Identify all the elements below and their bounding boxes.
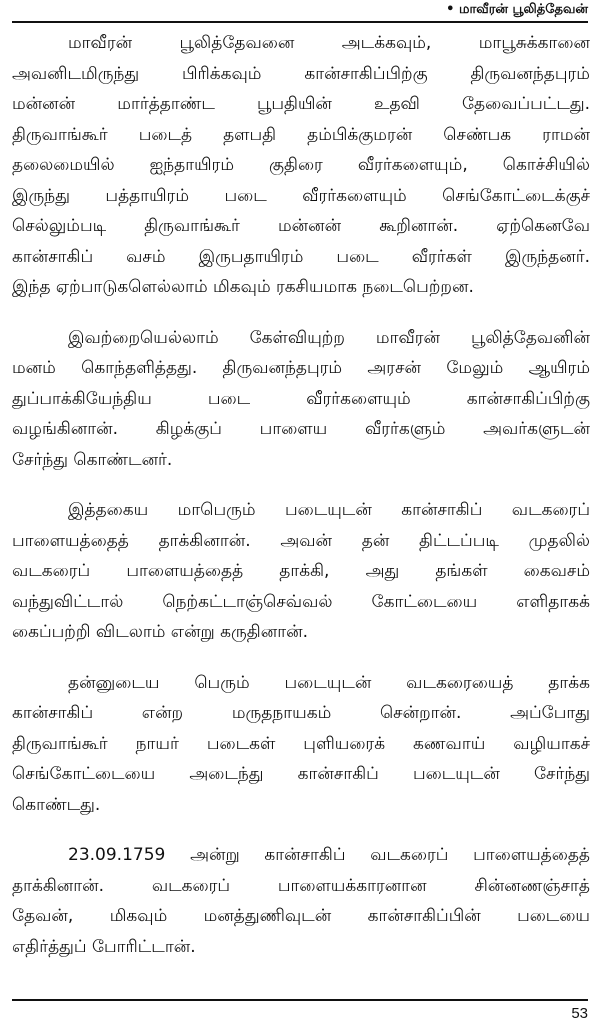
paragraph-4 — [12, 668, 590, 821]
text-line: கான்சாகிப் வசம் இருபதாயிரம் படை வீரர்கள் இருந்தனர். — [12, 246, 590, 267]
page-number: 53 — [571, 1005, 588, 1022]
text-line: பாளையத்தைத் தாக்கினான். அவன் தன் திட்டப்படி முதலில் — [12, 530, 590, 551]
text-line: இத்தகைய மாபெரும் படையுடன் கான்சாகிப் வடகரைப் — [68, 500, 590, 520]
text-line: அவனிடமிருந்து பிரிக்கவும் கான்சாகிப்பிற்கு திருவனந்தபுரம் — [12, 63, 590, 84]
text-line: மன்னன் மார்த்தாண்ட பூபதியின் உதவி தேவைப்பட்டது. — [12, 94, 590, 114]
text-line: இந்த ஏற்பாடுகளெல்லாம் மிகவும் ரகசியமாக நடைபெற்றன. — [12, 277, 474, 297]
body-text — [12, 28, 590, 982]
text-line: திருவாங்கூர் படைத் தளபதி தம்பிக்குமரன் செண்பக ராமன் — [12, 124, 590, 145]
text-line: மாவீரன் பூலித்தேவனை அடக்கவும், மாபூசுக்கானை — [68, 33, 590, 53]
text-line: கைப்பற்றி விடலாம் என்று கருதினான். — [12, 622, 308, 642]
text-line: கான்சாகிப் என்ற மருதநாயகம் சென்றான். அப்போது — [12, 703, 590, 723]
text-line: 23.09.1759 அன்று கான்சாகிப் வடகரைப் பாளையத்தைத் — [68, 845, 590, 865]
paragraph-1 — [12, 28, 590, 303]
text-line: வந்துவிட்டால் நெற்கட்டாஞ்செவ்வல் கோட்டையை எளிதாகக் — [12, 591, 590, 612]
header-rule — [12, 21, 588, 23]
text-line: துப்பாக்கியேந்திய படை வீரர்களையும் கான்சாகிப்பிற்கு — [12, 388, 590, 409]
paragraph-5 — [12, 840, 590, 962]
text-line: மனம் கொந்தளித்தது. திருவனந்தபுரம் அரசன் மேலும் ஆயிரம் — [12, 358, 590, 378]
text-line: தலைமையில் ஐந்தாயிரம் குதிரை வீரர்களையும், கொச்சியில் — [12, 155, 590, 175]
running-header: • மாவீரன் பூலித்தேவன் — [446, 2, 588, 17]
text-line: தாக்கினான். வடகரைப் பாளையக்காரனான சின்னணஞ்சாத் — [12, 875, 590, 896]
paragraph-3 — [12, 495, 590, 648]
text-line: இருந்து பத்தாயிரம் படை வீரர்களையும் செங்கோட்டைக்குச் — [12, 185, 590, 206]
text-line: கொண்டது. — [12, 794, 101, 815]
text-line: இவற்றையெல்லாம் கேள்வியுற்ற மாவீரன் பூலித்தேவனின் — [68, 327, 590, 348]
text-line: தன்னுடைய பெரும் படையுடன் வடகரையைத் தாக்க — [68, 672, 590, 693]
footer-rule — [12, 999, 588, 1001]
text-line: சேர்ந்து கொண்டனர். — [12, 449, 173, 470]
text-line: வடகரைப் பாளையத்தைத் தாக்கி, அது தங்கள் கைவசம் — [12, 561, 590, 581]
text-line: தேவன், மிகவும் மனத்துணிவுடன் கான்சாகிப்பின் படையை — [12, 906, 590, 926]
text-line: செங்கோட்டையை அடைந்து கான்சாகிப் படையுடன் சேர்ந்து — [12, 764, 590, 784]
text-line: திருவாங்கூர் நாயர் படைகள் புளியரைக் கணவாய் வழியாகச் — [12, 733, 590, 754]
text-line: எதிர்த்துப் போரிட்டான். — [12, 936, 196, 957]
text-line: வழங்கினான். கிழக்குப் பாளைய வீரர்களும் அவர்களுடன் — [12, 419, 590, 439]
paragraph-2 — [12, 323, 590, 476]
text-line: செல்லும்படி திருவாங்கூர் மன்னன் கூறினான். ஏற்கெனவே — [12, 216, 590, 236]
